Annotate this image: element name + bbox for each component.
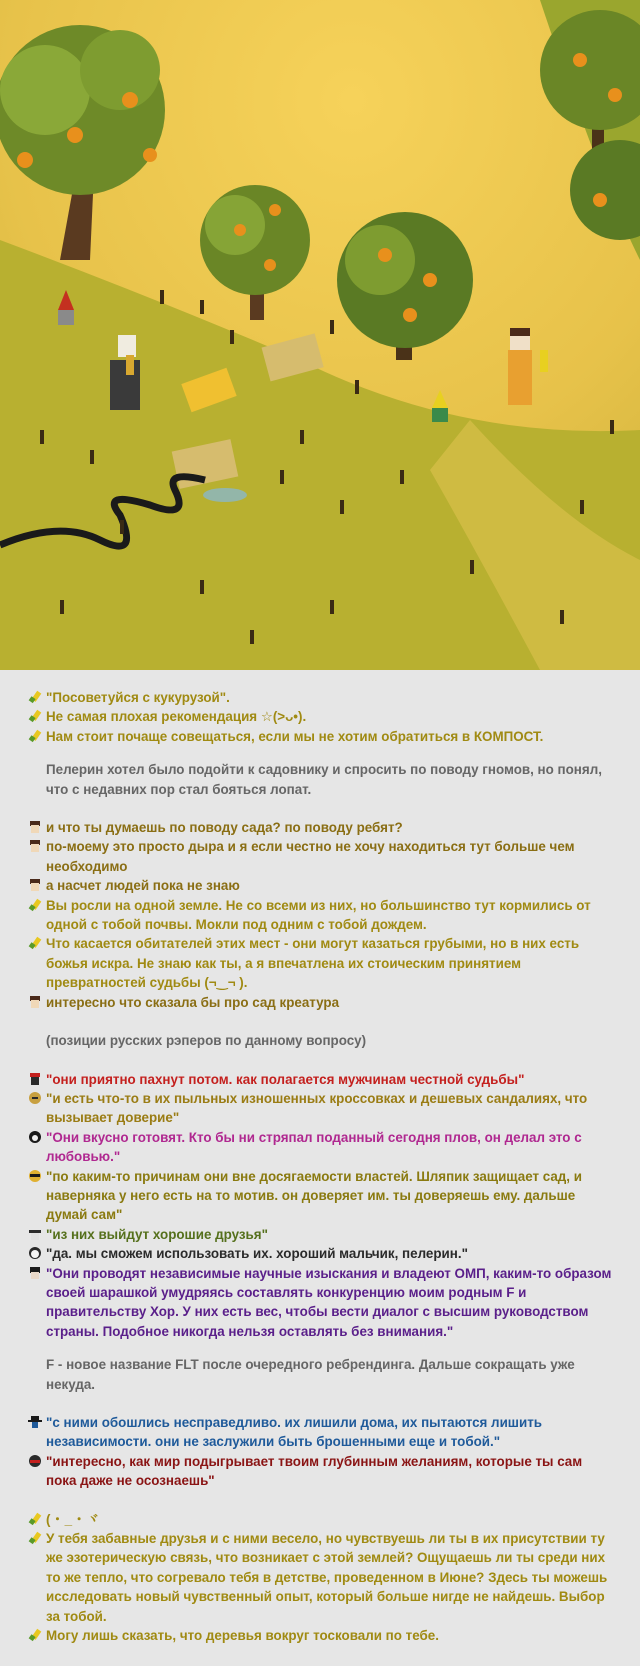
pelerin-face-icon: [28, 839, 42, 853]
line-text: а насчет людей пока не знаю: [46, 878, 240, 894]
corn-icon: [28, 690, 42, 704]
line-text: "из них выйдут хорошие друзья": [46, 1226, 268, 1242]
line-text: "интересно, как мир подыгрывает твоим глубинным желаниям, которые ты сам пока даже не осознаешь": [46, 1453, 583, 1489]
dialogue-line: [28, 1626, 612, 1645]
rapper-shades-icon: [28, 1169, 42, 1183]
rapper-orange-face-icon: [28, 1091, 42, 1105]
line-text: "Посоветуйся с кукурузой".: [46, 690, 230, 705]
dialogue-line: [28, 1089, 612, 1128]
dialogue-line: [28, 707, 612, 726]
line-text: по-моему это просто дыра и я если честно не хочу находиться тут больше чем необходимо: [46, 839, 575, 874]
dialogue-line: [28, 934, 612, 992]
narration-text: F - новое название FLT после очередного ребрендинга. Дальше сокращать уже некуда.: [46, 1357, 575, 1392]
corn-icon: [28, 729, 42, 743]
dialogue-line: [28, 818, 612, 837]
dialogue-text: [0, 670, 640, 1645]
corn-icon: [28, 1531, 42, 1545]
line-text: "они приятно пахнут потом. как полагается мужчинам честной судьбы": [46, 1071, 525, 1087]
line-text: Не самая плохая рекомендация ☆(>ᴗ•).: [46, 709, 307, 725]
garden-scene-svg: [0, 0, 640, 670]
pelerin-face-icon: [28, 820, 42, 834]
dialogue-line: [28, 1225, 612, 1244]
corn-icon: [28, 1628, 42, 1642]
dialogue-line: [28, 993, 612, 1012]
dialogue-line: [28, 896, 612, 935]
line-text: У тебя забавные друзья и с ними весело, но чувствуешь ли ты в их присутствии ту же эзотерическую связь, что возникает с этой землей? Ощущаешь ли ты среди них то же тепло, что согревало тебя в детстве, проведенном в Июне? Здесь ты можешь исследовать новый чувственный опыт, который больше нигде не найдешь. Выбор за тобой.: [46, 1531, 608, 1624]
corn-icon: [28, 936, 42, 950]
dialogue-line: [28, 727, 612, 746]
line-text: ( ･ _ ･ ヾ: [46, 1511, 100, 1527]
corn-icon: [28, 898, 42, 912]
dialogue-line: [28, 1167, 612, 1225]
line-text: Нам стоит почаще совещаться, если мы не хотим обратиться в КОМПОСТ.: [46, 728, 544, 744]
dialogue-line: [28, 1264, 612, 1342]
pelerin-face-icon: [28, 878, 42, 892]
corn-icon: [28, 709, 42, 723]
dialogue-line: [28, 1070, 612, 1089]
puddle: [203, 488, 247, 502]
line-text: "и есть что-то в их пыльных изношенных кроссовках и дешевых сандалиях, что вызывает доверие": [46, 1090, 588, 1126]
rapper-hat-icon: [28, 1227, 42, 1241]
dialogue-line: [28, 1529, 612, 1626]
dialogue-line: [28, 688, 612, 707]
rapper-pale-face-icon: [28, 1246, 42, 1260]
rapper-dark-face-icon: [28, 1130, 42, 1144]
rapper-masked-icon: [28, 1454, 42, 1468]
dialogue-line: [28, 1510, 612, 1529]
line-text: "Они проводят независимые научные изыскания и владеют ОМП, каким-то образом своей шарашкой умудряясь составлять конкуренцию моим родным F и правительству Хор. У них есть вес, чтобы вести диалог с высшим руководством страны. Подобное никогда нельзя оставлять без внимания.": [46, 1265, 612, 1339]
rapper-red-cap-icon: [28, 1072, 42, 1086]
line-text: "да. мы сможем использовать их. хороший мальчик, пелерин.": [46, 1246, 468, 1262]
rapper-dark-hair-icon: [28, 1266, 42, 1280]
pelerin-face-icon: [28, 995, 42, 1009]
narration-text: (позиции русских рэперов по данному вопросу): [46, 1033, 367, 1049]
line-text: Вы росли на одной земле. Не со всеми из них, но большинство тут кормились от одной с тобой почвы. Мокли под одним с тобой дождем.: [46, 897, 591, 933]
dialogue-line: [28, 1452, 612, 1491]
dialogue-line: [28, 876, 612, 895]
corn-icon: [28, 1512, 42, 1526]
dialogue-line: [28, 1244, 612, 1263]
line-text: "с ними обошлись несправедливо. их лишили дома, их пытаются лишить независимости. они не заслужили быть брошенными еще и тобой.": [46, 1415, 542, 1450]
dialogue-line: [28, 1413, 612, 1452]
narration-text: Пелерин хотел было подойти к садовнику и спросить по поводу гномов, но понял, что с недавних пор стал бояться лопат.: [46, 762, 602, 797]
line-text: Что касается обитателей этих мест - они могут казаться грубыми, но в них есть божья искра. Не знаю как ты, а я впечатлена их стоическим принятием превратностей судьбы (¬‿¬ ).: [46, 936, 580, 991]
rapper-fedora-icon: [28, 1415, 42, 1429]
line-text: интересно что сказала бы про сад креатура: [46, 994, 340, 1010]
line-text: Могу лишь сказать, что деревья вокруг тосковали по тебе.: [46, 1628, 439, 1644]
line-text: "Они вкусно готовят. Кто бы ни стряпал поданный сегодня плов, он делал это с любовью.": [46, 1129, 582, 1165]
line-text: и что ты думаешь по поводу сада? по поводу ребят?: [46, 820, 403, 836]
dialogue-line: [28, 837, 612, 876]
dialogue-line: [28, 1128, 612, 1167]
line-text: "по каким-то причинам они вне досягаемости властей. Шляпик защищает сад, и наверняка у него есть на то мотив. он доверяет им. ты доверяешь ему. дальше думай сам": [46, 1168, 582, 1223]
garden-scene-image: [0, 0, 640, 670]
